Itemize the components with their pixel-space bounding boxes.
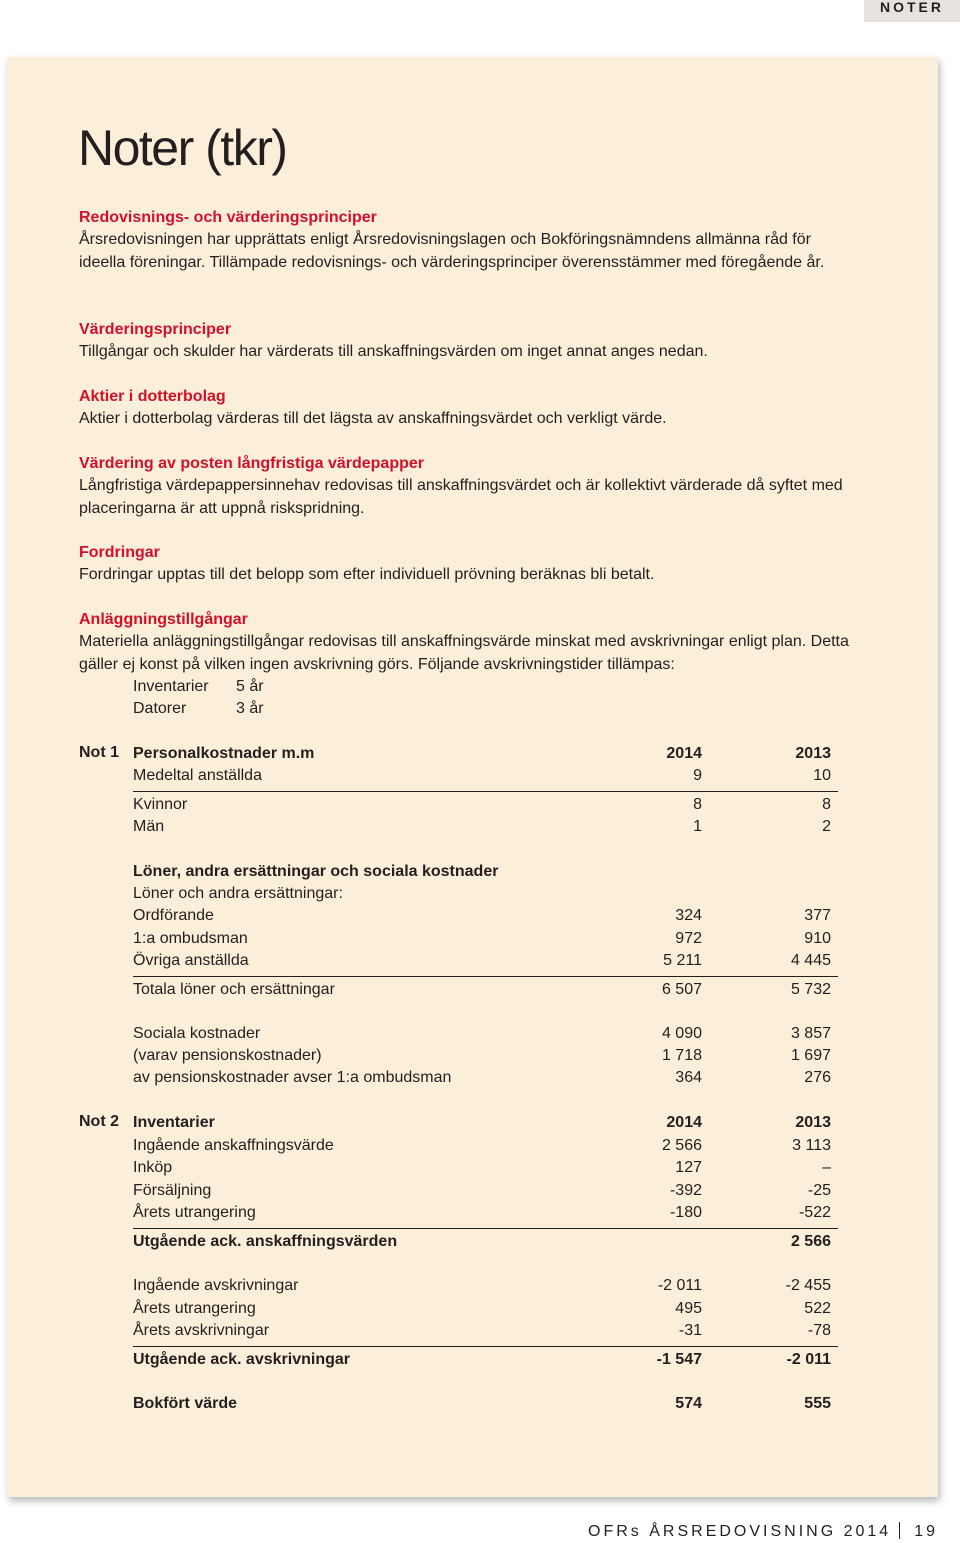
row-label: Årets utrangering: [133, 1204, 256, 1221]
subheading-row: [133, 861, 838, 883]
row-value-2014: 9: [693, 767, 702, 784]
row-value-2014: 2 566: [661, 1137, 702, 1154]
row-value-2014: 1: [693, 818, 702, 835]
row-label: Årets utrangering: [133, 1300, 256, 1317]
section-heading: Aktier i dotterbolag: [79, 388, 226, 405]
row-value-2013: 2 566: [790, 1233, 831, 1250]
row-value-2014: 495: [675, 1300, 702, 1317]
row-value-2013: 3 113: [792, 1137, 831, 1154]
divider: [133, 1228, 838, 1229]
section-heading: Redovisnings- och värderingsprinciper: [79, 209, 377, 226]
row-label: (varav pensionskostnader): [133, 1047, 322, 1064]
divider: [133, 1346, 838, 1347]
row-value-2014: 364: [675, 1069, 702, 1086]
row-value-2014: -31: [678, 1322, 702, 1339]
table-row: [133, 1135, 838, 1157]
year-2013: 2013: [795, 745, 831, 762]
page-number: 19: [914, 1523, 938, 1540]
footer-separator: [899, 1522, 900, 1539]
row-value-2014: 4 090: [661, 1025, 702, 1042]
row-value-2013: 2: [822, 818, 831, 835]
row-value-2013: –: [822, 1159, 831, 1176]
row-label: Övriga anställda: [133, 952, 249, 969]
depreciation-period: 3 år: [236, 700, 264, 717]
running-head: NOTER: [864, 0, 960, 22]
row-value-2013: 910: [804, 930, 831, 947]
row-value-2014: 574: [675, 1395, 702, 1412]
page-title: Noter (tkr): [78, 120, 287, 176]
row-label: Löner och andra ersättningar:: [133, 885, 343, 902]
row-value-2014: 972: [675, 930, 702, 947]
row-value-2014: 324: [675, 907, 702, 924]
row-value-2013: 8: [822, 796, 831, 813]
table-row: [133, 1320, 838, 1342]
row-label: Inköp: [133, 1159, 173, 1176]
page-footer: [588, 1522, 938, 1541]
divider: [133, 976, 838, 977]
depreciation-period: 5 år: [236, 678, 264, 695]
note-title: Personalkostnader m.m: [133, 745, 315, 762]
table-row: [133, 1298, 838, 1320]
depreciation-item: Datorer: [133, 700, 187, 717]
note-number: Not 2: [79, 1113, 119, 1130]
depreciation-row: [133, 698, 264, 720]
row-value-2014: 6 507: [661, 981, 702, 998]
table-row: [133, 883, 838, 905]
section-text: Långfristiga värdepappersinnehav redovisas till anskaffningsvärdet och är kollektivt värderade då syftet med placeringarna är att uppnå riskspridning.: [79, 477, 843, 517]
note-title: Inventarier: [133, 1114, 215, 1131]
row-value-2013: 4 445: [790, 952, 831, 969]
row-value-2014: 1 718: [661, 1047, 702, 1064]
row-label: Utgående ack. avskrivningar: [133, 1351, 350, 1368]
row-value-2013: 522: [804, 1300, 831, 1317]
section-heading: Fordringar: [79, 544, 160, 561]
row-value-2013: -78: [807, 1322, 831, 1339]
row-label: Ordförande: [133, 907, 214, 924]
row-value-2014: 5 211: [663, 952, 702, 969]
depreciation-row: [133, 676, 264, 698]
table-row: [133, 905, 838, 927]
row-value-2013: -2 455: [785, 1277, 831, 1294]
section-text: Tillgångar och skulder har värderats till anskaffningsvärden om inget annat anges nedan.: [79, 343, 708, 360]
section-text: Materiella anläggningstillgångar redovisas till anskaffningsvärde minskat med avskrivningar enligt plan. Detta gäller ej konst på vilken ingen avskrivning görs. Följande avskrivningstider tillämpas:: [79, 633, 849, 673]
table-row: [133, 794, 838, 816]
note-header-row: [133, 1112, 838, 1134]
table-row: [133, 1180, 838, 1202]
section-accounting-principles: [79, 207, 859, 274]
table-row: [133, 1393, 838, 1415]
section-text: Årsredovisningen har upprättats enligt Årsredovisningslagen och Bokföringsnämndens allmänna råd för ideella föreningar. Tillämpade redovisnings- och värderingsprinciper överensstämmer med föregående år.: [79, 231, 825, 271]
row-label: Bokfört värde: [133, 1395, 238, 1412]
row-label: 1:a ombudsman: [133, 930, 248, 947]
note-header-row: [133, 743, 838, 765]
section-heading: Värderingsprinciper: [79, 321, 232, 338]
row-value-2013: 3 857: [790, 1025, 831, 1042]
row-label: Utgående ack. anskaffningsvärden: [133, 1233, 398, 1250]
row-value-2013: 5 732: [790, 981, 831, 998]
table-row: [133, 928, 838, 950]
section-fixed-assets: [79, 609, 859, 676]
table-row: [133, 1067, 838, 1089]
row-label: Kvinnor: [133, 796, 188, 813]
row-label: Löner, andra ersättningar och sociala kostnader: [133, 863, 499, 880]
section-receivables: [79, 542, 859, 587]
row-label: Försäljning: [133, 1182, 212, 1199]
row-label: Årets avskrivningar: [133, 1322, 270, 1339]
row-label: Sociala kostnader: [133, 1025, 261, 1042]
row-value-2013: 10: [813, 767, 831, 784]
section-text: Fordringar upptas till det belopp som efter individuell prövning beräknas bli betalt.: [79, 566, 655, 583]
row-value-2013: 377: [804, 907, 831, 924]
table-row: [133, 765, 838, 787]
table-row: [133, 1157, 838, 1179]
table-row: [133, 950, 838, 972]
row-value-2013: -522: [798, 1204, 831, 1221]
row-value-2013: -2 011: [786, 1351, 831, 1368]
row-label: Medeltal anställda: [133, 767, 262, 784]
section-text: Aktier i dotterbolag värderas till det lägsta av anskaffningsvärdet och verkligt värde.: [79, 410, 667, 427]
row-value-2014: 8: [693, 796, 702, 813]
row-value-2013: 555: [804, 1395, 831, 1412]
row-value-2014: 127: [675, 1159, 702, 1176]
year-2013: 2013: [795, 1114, 831, 1131]
row-value-2013: 1 697: [790, 1047, 831, 1064]
depreciation-item: Inventarier: [133, 678, 209, 695]
row-value-2014: -180: [669, 1204, 702, 1221]
row-value-2013: -25: [807, 1182, 831, 1199]
section-heading: Anläggningstillgångar: [79, 611, 248, 628]
row-value-2014: -2 011: [657, 1277, 702, 1294]
table-row: [133, 1045, 838, 1067]
table-row: [133, 1275, 838, 1297]
row-label: Ingående anskaffningsvärde: [133, 1137, 334, 1154]
row-value-2014: -392: [669, 1182, 702, 1199]
table-row: [133, 816, 838, 838]
table-row: [133, 1202, 838, 1224]
row-label: av pensionskostnader avser 1:a ombudsman: [133, 1069, 452, 1086]
note-number: Not 1: [79, 744, 119, 761]
section-long-term-securities: [79, 453, 859, 520]
section-subsidiary-shares: [79, 386, 859, 431]
table-row: [133, 1231, 838, 1253]
publication-name: OFRs ÅRSREDOVISNING 2014: [588, 1523, 892, 1540]
divider: [133, 791, 838, 792]
year-2014: 2014: [666, 1114, 702, 1131]
row-label: Män: [133, 818, 165, 835]
row-value-2013: 276: [804, 1069, 831, 1086]
year-2014: 2014: [666, 745, 702, 762]
table-row: [133, 1349, 838, 1371]
table-row: [133, 979, 838, 1001]
row-label: Totala löner och ersättningar: [133, 981, 335, 998]
section-heading: Värdering av posten långfristiga värdepapper: [79, 455, 424, 472]
section-valuation-principles: [79, 319, 859, 364]
row-label: Ingående avskrivningar: [133, 1277, 299, 1294]
table-row: [133, 1023, 838, 1045]
row-value-2014: -1 547: [656, 1351, 702, 1368]
